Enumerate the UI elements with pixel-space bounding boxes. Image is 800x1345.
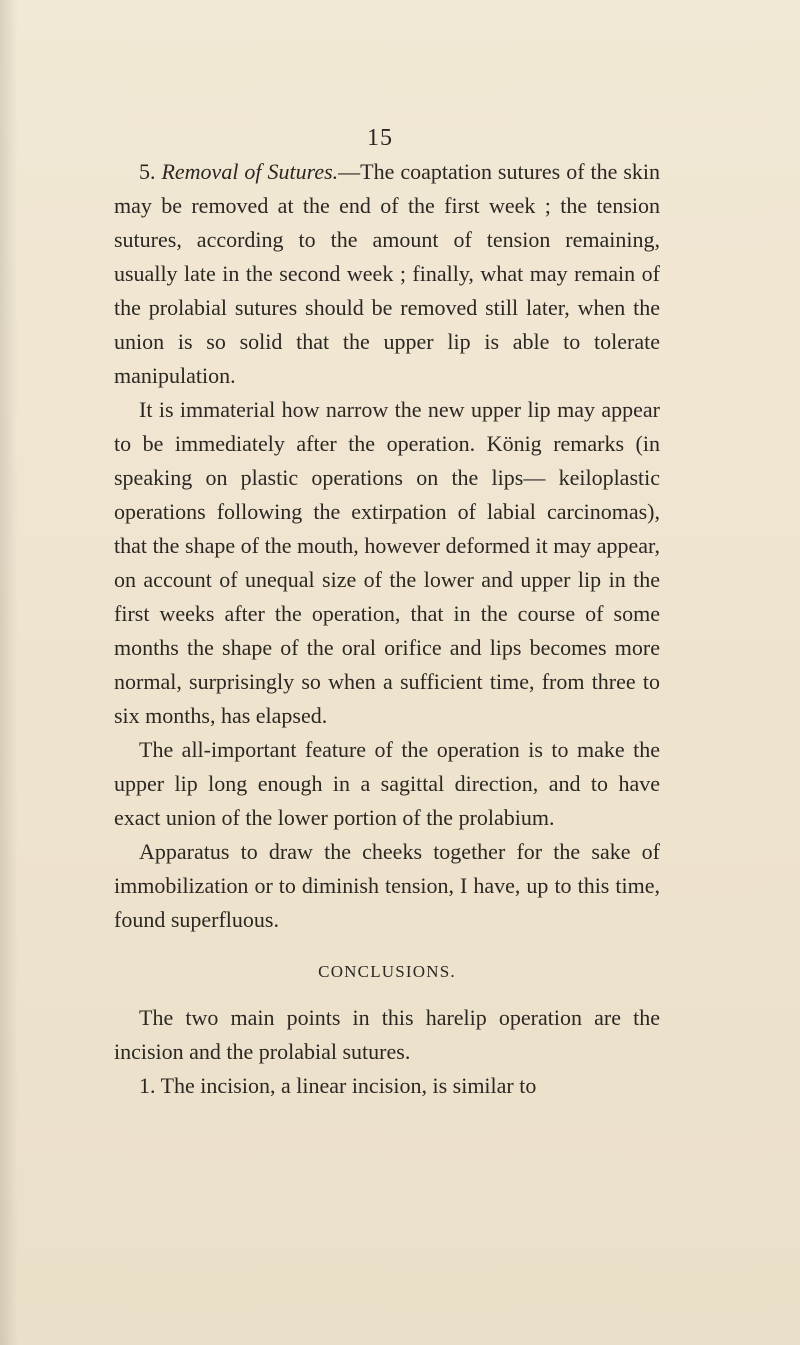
paragraph-main-points: The two main points in this harelip operation are the incision and the prolabial sutures. — [114, 1005, 660, 1064]
paragraph-all-important-feature: The all-important feature of the operation is to make the upper lip long enough in a sagittal direction, and to have exact union of the lower portion of the prolabium. — [114, 737, 660, 830]
paragraph-number: 5. — [139, 159, 156, 184]
section-heading-conclusions: CONCLUSIONS. — [318, 962, 456, 981]
paragraph-text: —The coaptation sutures of the skin may be removed at the end of the first week ; the tension sutures, according to the amount of tension remaining, usually late in the second week ; finally, what may remain of the prolabial sutures should be removed still later, when the union is so solid that the upper lip is able to tolerate manipulation. — [114, 159, 660, 388]
paragraph-apparatus: Apparatus to draw the cheeks together for the sake of immobilization or to diminish tension, I have, up to this time, found superfluous. — [114, 839, 660, 932]
body-text — [114, 155, 660, 1103]
paragraph-heading: Removal of Sutures. — [161, 159, 339, 184]
paragraph-konig-remarks: It is immaterial how narrow the new upper lip may appear to be immediately after the operation. König remarks (in speaking on plastic operations on the lips— keiloplastic operations following the extirpation of labial carcinomas), that the shape of the mouth, however deformed it may appear, on account of unequal size of the lower and upper lip in the first weeks after the operation, that in the course of some months the shape of the oral orifice and lips becomes more normal, surprisingly so when a sufficient time, from three to six months, has elapsed. — [114, 397, 660, 728]
paragraph-incision: 1. The incision, a linear incision, is similar to — [139, 1073, 537, 1098]
paragraph-removal-of-sutures — [114, 155, 660, 393]
page-number: 15 — [367, 125, 393, 151]
